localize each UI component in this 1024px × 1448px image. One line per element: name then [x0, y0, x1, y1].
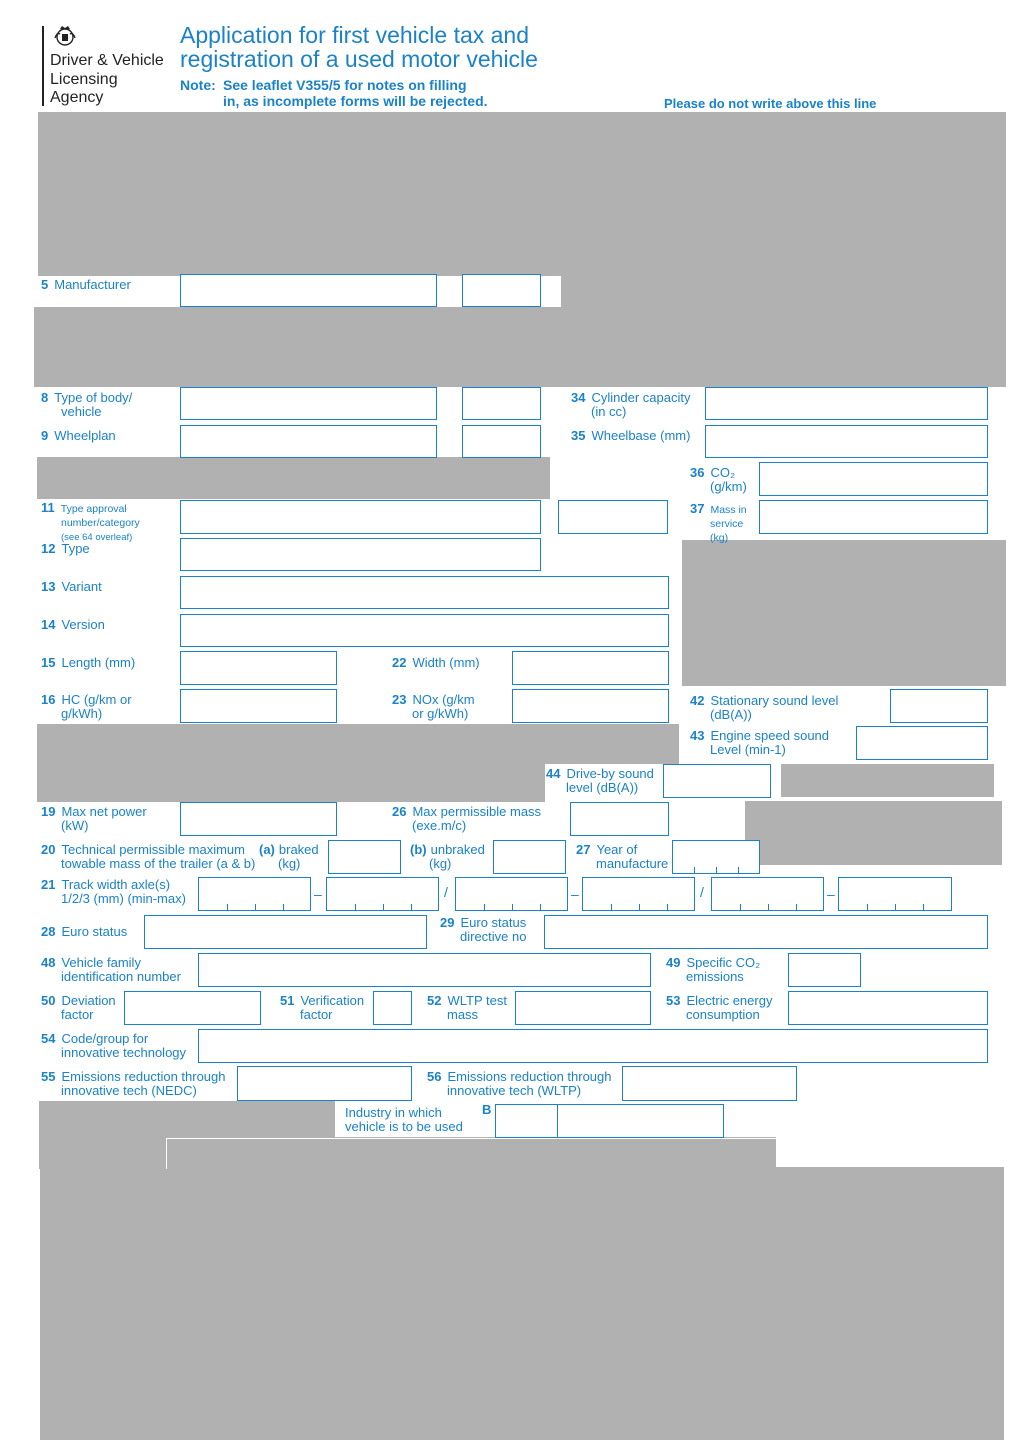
width-input[interactable] — [512, 651, 669, 685]
field-48-label: 48 Vehicle family identification number — [41, 955, 181, 984]
electric-energy-consumption-input[interactable] — [788, 991, 988, 1025]
stationary-sound-input[interactable] — [890, 689, 988, 723]
field-21-label: 21 Track width axle(s) 1/2/3 (mm) (min-max) — [41, 877, 186, 906]
field-5-label: 5 Manufacturer — [41, 277, 131, 292]
nox-input[interactable] — [512, 689, 669, 723]
field-19-label: 19 Max net power (kW) — [41, 804, 147, 833]
redaction-top — [38, 112, 1006, 276]
field-53-label: 53 Electric energy consumption — [666, 993, 773, 1022]
industry-code-input[interactable] — [495, 1104, 558, 1138]
redaction-bottom — [40, 1167, 1004, 1440]
field-37-label: 37 Mass in service (kg) — [690, 501, 747, 544]
track-width-axle2-min[interactable] — [455, 877, 568, 911]
field-42-label: 42 Stationary sound level (dB(A)) — [690, 693, 839, 722]
field-9-label: 9 Wheelplan — [41, 428, 116, 443]
redaction-right-block — [682, 540, 1006, 686]
mass-in-service-input[interactable] — [759, 500, 988, 534]
field-28-label: 28 Euro status — [41, 924, 128, 939]
field-54-label: 54 Code/group for innovative technology — [41, 1031, 187, 1060]
emissions-reduction-wltp-input[interactable] — [622, 1066, 797, 1101]
industry-detail-input[interactable] — [557, 1104, 724, 1138]
form-title-line2: registration of a used motor vehicle — [180, 46, 538, 72]
max-net-power-input[interactable] — [180, 802, 337, 836]
field-51-label: 51 Verification factor — [280, 993, 365, 1022]
wheelbase-input[interactable] — [705, 425, 988, 458]
bottom-inner-box — [166, 1138, 776, 1169]
field-52-label: 52 WLTP test mass — [427, 993, 507, 1022]
field-56-label: 56 Emissions reduction through innovative tech (WLTP) — [427, 1069, 612, 1098]
track-width-dash-3: – — [827, 886, 835, 902]
field-20-label: 20 Technical permissible maximum towable mass of the trailer (a & b) — [41, 842, 256, 871]
body-type-input[interactable] — [180, 387, 437, 420]
wheelplan-code-input[interactable] — [462, 425, 541, 458]
field-8-label: 8 Type of body/ vehicle — [41, 390, 133, 419]
field-26-label: 26 Max permissible mass (exe.m/c) — [392, 804, 542, 833]
field-20b-label: (b) unbraked (kg) — [410, 842, 485, 871]
redaction-rows-17-18 — [37, 724, 679, 764]
redaction-band-2 — [34, 307, 1006, 387]
max-permissible-mass-input[interactable] — [570, 802, 669, 836]
field-15-label: 15 Length (mm) — [41, 655, 136, 670]
type-approval-category-input[interactable] — [558, 500, 668, 534]
track-width-dash-2: – — [571, 886, 579, 902]
type-input[interactable] — [180, 538, 541, 571]
variant-input[interactable] — [180, 576, 669, 609]
euro-status-input[interactable] — [144, 915, 427, 949]
redaction-row-18-ext — [37, 762, 545, 802]
euro-directive-input[interactable] — [544, 915, 988, 949]
field-14-label: 14 Version — [41, 617, 105, 632]
industry-code-letter: B — [482, 1102, 492, 1117]
field-16-label: 16 HC (g/km or g/kWh) — [41, 692, 132, 721]
co2-input[interactable] — [759, 462, 988, 496]
deviation-factor-input[interactable] — [124, 991, 261, 1025]
agency-name-line1: Driver & Vehicle — [50, 52, 164, 69]
field-44-label: 44 Drive-by sound level (dB(A)) — [546, 766, 654, 795]
track-width-slash-2: / — [700, 884, 704, 900]
engine-speed-sound-input[interactable] — [856, 726, 988, 760]
track-width-slash-1: / — [444, 884, 448, 900]
agency-name-line2: Licensing — [50, 71, 118, 88]
redaction-left-industry — [39, 1101, 335, 1139]
redaction-right-46 — [745, 801, 1002, 865]
field-22-label: 22 Width (mm) — [392, 655, 480, 670]
braked-mass-input[interactable] — [328, 840, 401, 874]
field-55-label: 55 Emissions reduction through innovative tech (NEDC) — [41, 1069, 226, 1098]
version-input[interactable] — [180, 614, 669, 647]
body-type-code-input[interactable] — [462, 387, 541, 420]
manufacturer-code-input[interactable] — [462, 274, 541, 307]
drive-by-sound-input[interactable] — [663, 764, 771, 798]
field-11-label: 11 Type approval number/category (see 64 overleaf) — [41, 500, 140, 543]
innovative-tech-code-input[interactable] — [198, 1029, 988, 1063]
type-approval-input[interactable] — [180, 500, 541, 534]
note-line1: See leaflet V355/5 for notes on filling — [223, 77, 467, 93]
cylinder-capacity-input[interactable] — [705, 387, 988, 420]
field-20a-label: (a) braked (kg) — [259, 842, 319, 871]
year-of-manufacture-input[interactable] — [672, 840, 760, 874]
wltp-test-mass-input[interactable] — [515, 991, 651, 1025]
field-13-label: 13 Variant — [41, 579, 102, 594]
hc-input[interactable] — [180, 689, 337, 723]
note-line2: in, as incomplete forms will be rejected. — [223, 93, 488, 109]
track-width-axle2-max[interactable] — [582, 877, 695, 911]
royal-crest-icon — [52, 24, 78, 48]
do-not-write-notice: Please do not write above this line — [664, 96, 877, 111]
note-prefix: Note: — [180, 77, 216, 93]
manufacturer-input[interactable] — [180, 274, 437, 307]
dvla-logo — [42, 22, 167, 108]
specific-co2-input[interactable] — [788, 953, 861, 987]
form-title-line1: Application for first vehicle tax and — [180, 22, 530, 48]
emissions-reduction-nedc-input[interactable] — [237, 1066, 412, 1101]
field-34-label: 34 Cylinder capacity (in cc) — [571, 390, 691, 419]
verification-factor-input[interactable] — [373, 991, 412, 1025]
track-width-axle1-max[interactable] — [326, 877, 439, 911]
redaction-row-10 — [37, 457, 550, 499]
field-50-label: 50 Deviation factor — [41, 993, 116, 1022]
field-12-label: 12 Type — [41, 541, 90, 556]
vehicle-family-id-input[interactable] — [198, 953, 651, 987]
field-23-label: 23 NOx (g/km or g/kWh) — [392, 692, 475, 721]
wheelplan-input[interactable] — [180, 425, 437, 458]
field-43-label: 43 Engine speed sound Level (min-1) — [690, 728, 830, 757]
length-input[interactable] — [180, 651, 337, 685]
field-49-label: 49 Specific CO₂ emissions — [666, 955, 761, 984]
field-35-label: 35 Wheelbase (mm) — [571, 428, 691, 443]
agency-name-line3: Agency — [50, 89, 104, 106]
agency-divider — [42, 26, 44, 106]
field-36-label: 36 CO₂ (g/km) — [690, 465, 747, 494]
field-29-label: 29 Euro status directive no — [440, 915, 527, 944]
track-width-axle1-min[interactable] — [198, 877, 311, 911]
redaction-right-44 — [781, 764, 994, 797]
unbraked-mass-input[interactable] — [493, 840, 566, 874]
redaction-top-right — [561, 270, 1006, 310]
track-width-dash-1: – — [314, 886, 322, 902]
track-width-axle3-max[interactable] — [838, 877, 952, 911]
field-27-label: 27 Year of manufacture — [576, 842, 669, 871]
track-width-axle3-min[interactable] — [711, 877, 824, 911]
industry-label: Industry in which vehicle is to be used — [345, 1105, 463, 1134]
